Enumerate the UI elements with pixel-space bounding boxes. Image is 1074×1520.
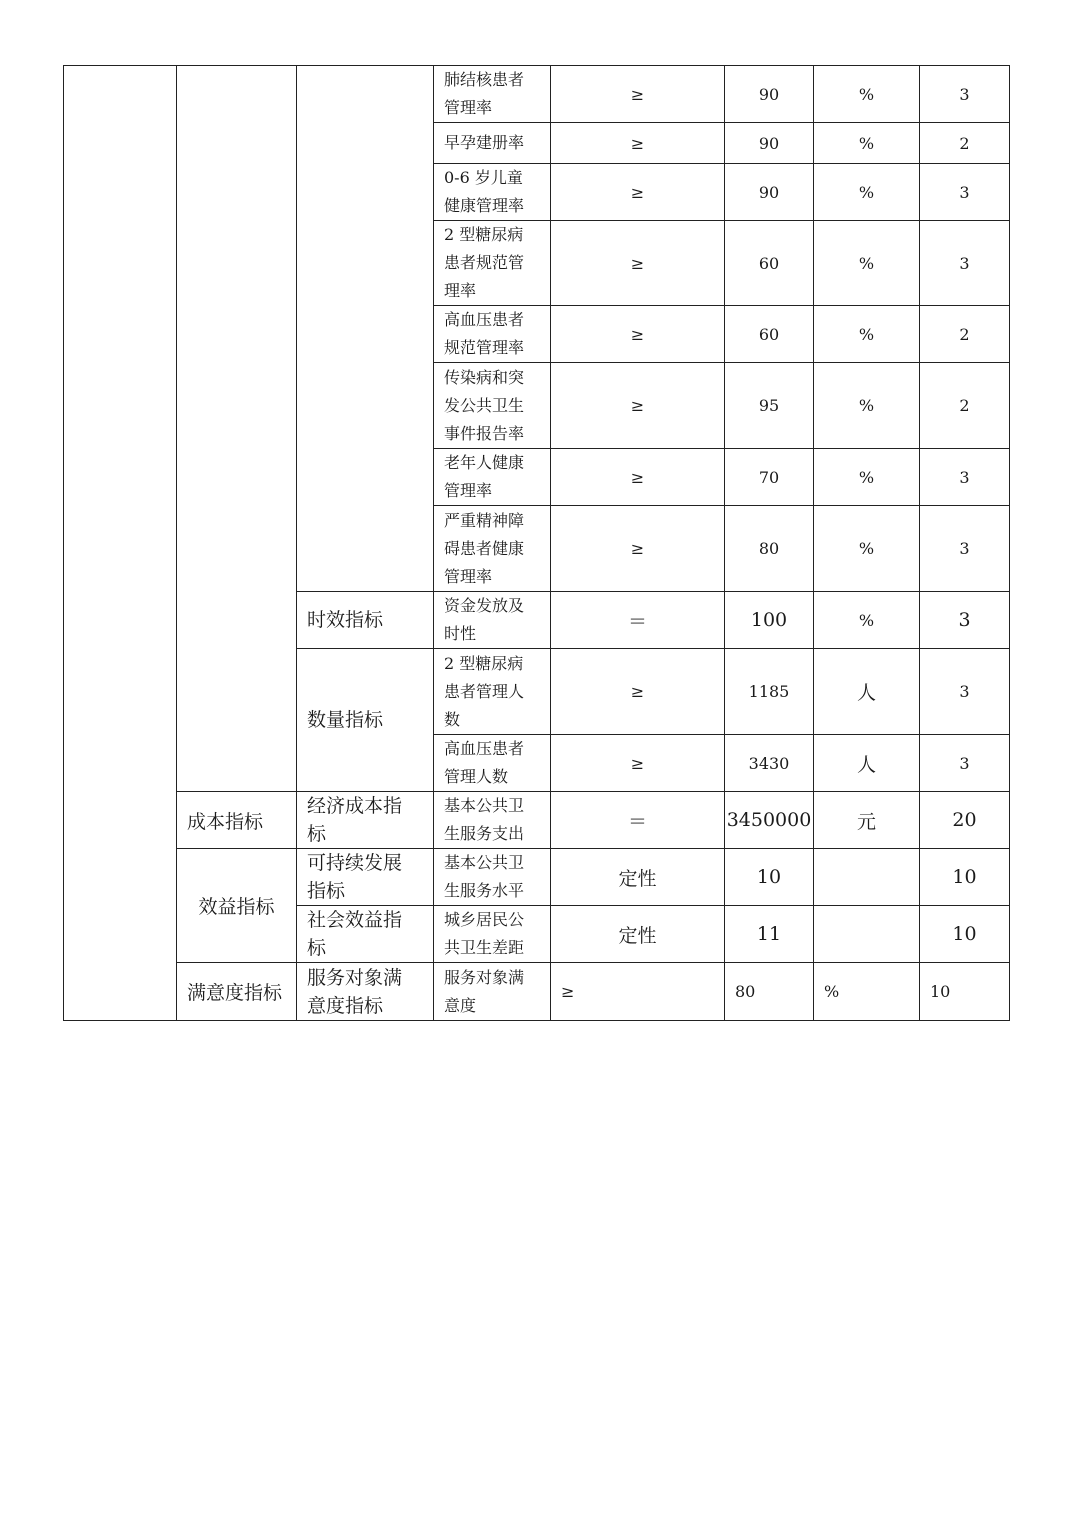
score: 2	[920, 306, 1010, 363]
unit: %	[814, 66, 920, 123]
target-value: 3450000	[725, 792, 814, 849]
indicator-name: 基本公共卫 生服务支出	[434, 792, 551, 849]
score: 3	[920, 592, 1010, 649]
target-value: 60	[725, 306, 814, 363]
level2-label-satisfaction: 满意度指标	[177, 963, 297, 1021]
score: 3	[920, 449, 1010, 506]
level3-label-sustainable: 可持续发展 指标	[297, 849, 434, 906]
indicator-name: 老年人健康 管理率	[434, 449, 551, 506]
target-value: 80	[725, 506, 814, 592]
score: 2	[920, 123, 1010, 164]
unit: %	[814, 123, 920, 164]
target-value: 80	[725, 963, 814, 1021]
operator: ≥	[551, 649, 725, 735]
target-value: 60	[725, 221, 814, 306]
unit: %	[814, 506, 920, 592]
operator: ＝	[551, 792, 725, 849]
indicator-name: 城乡居民公 共卫生差距	[434, 906, 551, 963]
indicator-name: 肺结核患者 管理率	[434, 66, 551, 123]
target-value: 90	[725, 123, 814, 164]
score: 2	[920, 363, 1010, 449]
score: 10	[920, 906, 1010, 963]
unit: 人	[814, 735, 920, 792]
unit: %	[814, 306, 920, 363]
table-row	[64, 849, 1010, 906]
indicator-name: 高血压患者 规范管理率	[434, 306, 551, 363]
target-value: 10	[725, 849, 814, 906]
operator: ≥	[551, 449, 725, 506]
unit: %	[814, 221, 920, 306]
level3-label-service-object: 服务对象满 意度指标	[297, 963, 434, 1021]
unit: %	[814, 363, 920, 449]
operator: ≥	[551, 506, 725, 592]
operator: ≥	[551, 66, 725, 123]
level2-label-benefit: 效益指标	[177, 849, 297, 963]
operator: ≥	[551, 164, 725, 221]
score: 3	[920, 735, 1010, 792]
table-row	[64, 963, 1010, 1021]
target-value: 90	[725, 164, 814, 221]
indicator-name: 资金发放及 时性	[434, 592, 551, 649]
operator: ＝	[551, 592, 725, 649]
level3-cell-quality	[297, 66, 434, 592]
target-value: 1185	[725, 649, 814, 735]
indicator-name: 服务对象满 意度	[434, 963, 551, 1021]
unit: %	[814, 164, 920, 221]
operator: 定性	[551, 906, 725, 963]
score: 3	[920, 506, 1010, 592]
target-value: 3430	[725, 735, 814, 792]
unit: 元	[814, 792, 920, 849]
indicator-name: 2 型糖尿病 患者规范管 理率	[434, 221, 551, 306]
operator: ≥	[551, 363, 725, 449]
score: 3	[920, 164, 1010, 221]
indicator-name: 0-6 岁儿童 健康管理率	[434, 164, 551, 221]
unit	[814, 906, 920, 963]
indicator-name: 高血压患者 管理人数	[434, 735, 551, 792]
operator: ≥	[551, 221, 725, 306]
score: 10	[920, 963, 1010, 1021]
level2-label-cost: 成本指标	[177, 792, 297, 849]
target-value: 95	[725, 363, 814, 449]
table-row	[64, 792, 1010, 849]
unit: %	[814, 449, 920, 506]
operator: ≥	[551, 306, 725, 363]
operator: ≥	[551, 735, 725, 792]
table-row	[64, 66, 1010, 123]
indicator-name: 基本公共卫 生服务水平	[434, 849, 551, 906]
score: 10	[920, 849, 1010, 906]
level2-cell-output	[177, 66, 297, 792]
target-value: 11	[725, 906, 814, 963]
operator: ≥	[551, 123, 725, 164]
level3-label-economic-cost: 经济成本指 标	[297, 792, 434, 849]
score: 3	[920, 66, 1010, 123]
unit: 人	[814, 649, 920, 735]
unit	[814, 849, 920, 906]
indicator-name: 2 型糖尿病 患者管理人 数	[434, 649, 551, 735]
operator: 定性	[551, 849, 725, 906]
level1-cell	[64, 66, 177, 1021]
target-value: 70	[725, 449, 814, 506]
unit: %	[814, 592, 920, 649]
target-value: 100	[725, 592, 814, 649]
score: 20	[920, 792, 1010, 849]
score: 3	[920, 221, 1010, 306]
level3-label-timeliness: 时效指标	[297, 592, 434, 649]
indicator-name: 严重精神障 碍患者健康 管理率	[434, 506, 551, 592]
indicator-name: 传染病和突 发公共卫生 事件报告率	[434, 363, 551, 449]
target-value: 90	[725, 66, 814, 123]
score: 3	[920, 649, 1010, 735]
level3-label-social-benefit: 社会效益指 标	[297, 906, 434, 963]
performance-indicator-table	[63, 65, 1010, 1021]
level3-label-quantity: 数量指标	[297, 649, 434, 792]
indicator-name: 早孕建册率	[434, 123, 551, 164]
unit: %	[814, 963, 920, 1021]
operator: ≥	[551, 963, 725, 1021]
